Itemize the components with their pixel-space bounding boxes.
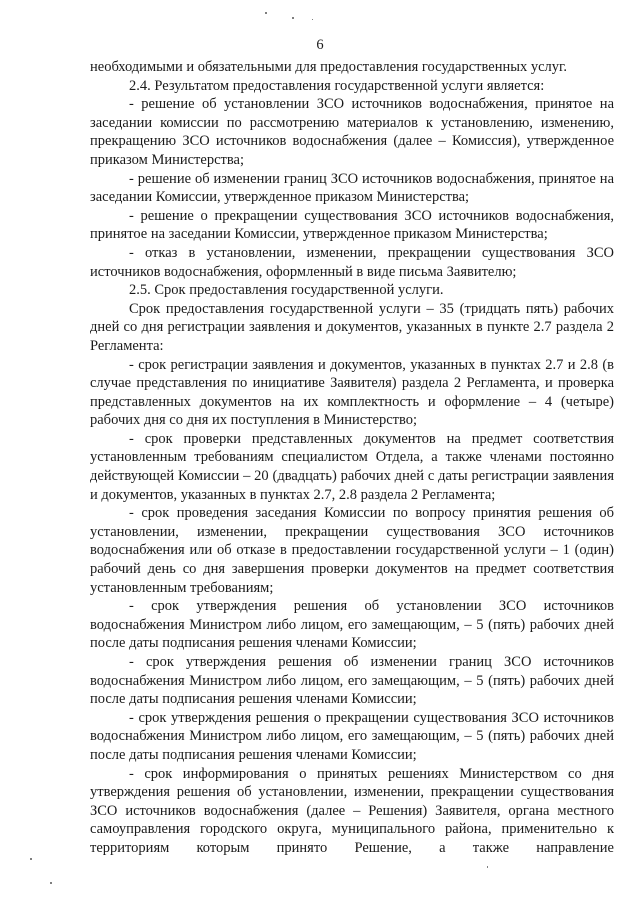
paragraph: - срок проведения заседания Комиссии по вопросу принятия решения об установлении, изменении, прекращении существования ЗСО источников водоснабжения или об отказе в предоставлении государственной услуги – 1 (один) рабочий день со дня завершения проверки документов на предмет соответствия установленным требованиям; — [90, 505, 614, 596]
paragraph: - срок утверждения решения об изменении границ ЗСО источников водоснабжения Министром либо лицом, его замещающим, – 5 (пять) рабочих дней после даты подписания решения членами Комиссии; — [90, 654, 614, 708]
body-text — [90, 58, 614, 858]
paragraph: необходимыми и обязательными для предоставления государственных услуг. — [90, 59, 567, 75]
paragraph: - решение об изменении границ ЗСО источников водоснабжения, принятое на заседании Комиссии, утвержденное приказом Министерства; — [90, 170, 614, 206]
scan-speck — [30, 858, 32, 860]
paragraph: 2.5. Срок предоставления государственной услуги. — [129, 282, 444, 299]
scan-speck — [312, 19, 313, 20]
paragraph: - решение о прекращении существования ЗСО источников водоснабжения, принятое на заседании Комиссии, утвержденное приказом Министерства; — [90, 207, 614, 243]
paragraph: 2.4. Результатом предоставления государственной услуги является: — [129, 77, 545, 94]
page-number: 6 — [316, 37, 324, 53]
scan-speck — [292, 17, 294, 19]
paragraph: - срок регистрации заявления и документов, указанных в пунктах 2.7 и 2.8 (в случае представления по инициативе Заявителя) раздела 2 Регламента, и проверка представленных документов на их комплектность и оформление – 4 (четыре) рабочих дня со дня их поступления в Министерство; — [90, 356, 614, 429]
scan-speck — [50, 882, 52, 884]
paragraph: - решение об установлении ЗСО источников водоснабжения, принятое на заседании комиссии по рассмотрению материалов к установлению, изменению, прекращению ЗСО источников водоснабжения (далее – Комиссия), утвержденное приказом Министерства; — [90, 96, 614, 168]
paragraph: - срок проверки представленных документов на предмет соответствия установленным требованиям специалистом Отдела, а также членами постоянно действующей Комиссии – 20 (двадцать) рабочих дней с даты регистрации заявления и документов, указанных в пунктах 2.7, 2.8 раздела 2 Регламента; — [90, 430, 614, 503]
paragraph: - отказ в установлении, изменении, прекращении существования ЗСО источников водоснабжения, оформленный в виде письма Заявителю; — [90, 244, 614, 280]
paragraph: - срок утверждения решения об установлении ЗСО источников водоснабжения Министром либо лицом, его замещающим, – 5 (пять) рабочих дней после даты подписания решения членами Комиссии; — [90, 598, 614, 652]
paragraph: - срок информирования о принятых решениях Министерством со дня утверждения решения об установлении, изменении, прекращении существования ЗСО источников водоснабжения (далее – Решения) Заявителя, органа местного самоуправления городского округа, муниципального района, применительно к территориям которым принято Решение, а также направление — [90, 765, 614, 856]
paragraph: - срок утверждения решения о прекращении существования ЗСО источников водоснабжения Министром либо лицом, его замещающим, – 5 (пять) рабочих дней после даты подписания решения членами Комиссии; — [90, 709, 614, 763]
paragraph: Срок предоставления государственной услуги – 35 (тридцать пять) рабочих дней со дня регистрации заявления и документов, указанных в пункте 2.7 раздела 2 Регламента: — [90, 300, 614, 354]
scan-speck — [265, 12, 267, 14]
scan-speck — [487, 866, 488, 868]
